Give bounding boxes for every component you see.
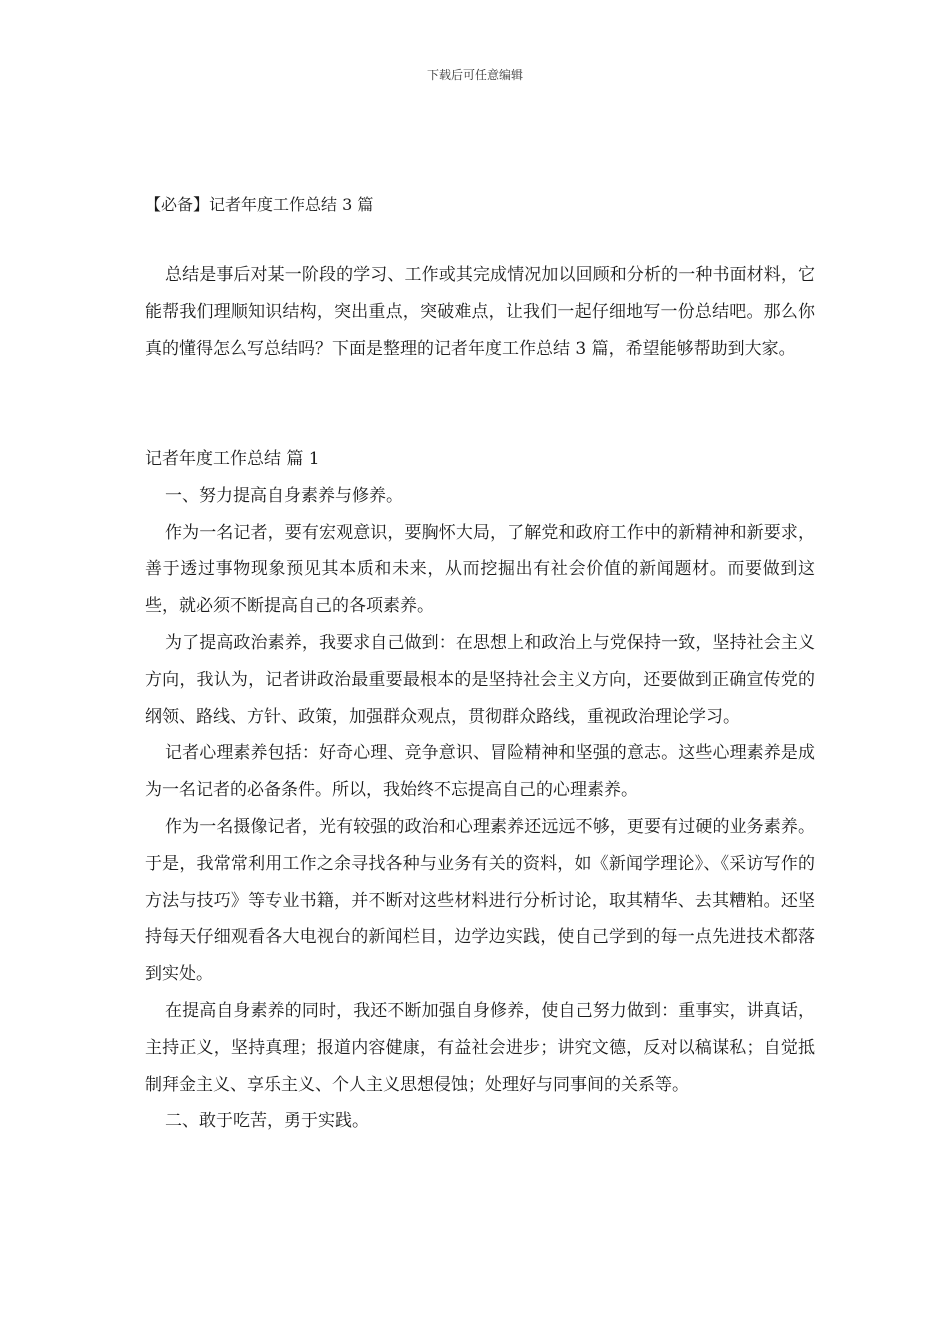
intro-block bbox=[145, 257, 815, 367]
subheading-2: 二、敢于吃苦，勇于实践。 bbox=[165, 1111, 369, 1132]
body-paragraph: 作为一名记者，要有宏观意识，要胸怀大局，了解党和政府工作中的新精神和新要求，善于透过事物现象预见其本质和未来，从而挖掘出有社会价值的新闻题材。而要做到这些，就必须不断提高自己的各项素养。 bbox=[145, 522, 815, 617]
body-paragraph: 在提高自身素养的同时，我还不断加强自身修养，使自己努力做到：重事实，讲真话，主持正义，坚持真理；报道内容健康，有益社会进步；讲究文德，反对以稿谋私；自觉抵制拜金主义、享乐主义、个人主义思想侵蚀；处理好与同事间的关系等。 bbox=[145, 1000, 815, 1095]
subheading-1: 一、努力提高自身素养与修养。 bbox=[165, 485, 403, 506]
intro-paragraph: 总结是事后对某一阶段的学习、工作或其完成情况加以回顾和分析的一种书面材料，它能帮我们理顺知识结构，突出重点，突破难点，让我们一起仔细地写一份总结吧。那么你真的懂得怎么写总结吗？下面是整理的记者年度工作总结 3 篇，希望能够帮助到大家。 bbox=[145, 265, 815, 359]
document-title: 【必备】记者年度工作总结 3 篇 bbox=[145, 195, 374, 214]
header-note: 下载后可任意编辑 bbox=[426, 68, 523, 82]
body-paragraph: 作为一名摄像记者，光有较强的政治和心理素养还远远不够，更要有过硬的业务素养。于是，我常常利用工作之余寻找各种与业务有关的资料，如《新闻学理论》、《采访写作的方法与技巧》等专业书籍，并不断对这些材料进行分析讨论，取其精华、去其糟粕。还坚持每天仔细观看各大电视台的新闻栏目，边学边实践，使自己学到的每一点先进技术都落到实处。 bbox=[145, 816, 815, 985]
section-heading: 记者年度工作总结 篇 1 bbox=[145, 449, 320, 469]
section-1 bbox=[145, 441, 815, 1140]
body-paragraph: 为了提高政治素养，我要求自己做到：在思想上和政治上与党保持一致，坚持社会主义方向，我认为，记者讲政治最重要最根本的是坚持社会主义方向，还要做到正确宣传党的纲领、路线、方针、政策，加强群众观点，贯彻群众路线，重视政治理论学习。 bbox=[145, 632, 815, 727]
body-paragraph: 记者心理素养包括：好奇心理、竞争意识、冒险精神和坚强的意志。这些心理素养是成为一名记者的必备条件。所以，我始终不忘提高自己的心理素养。 bbox=[145, 743, 815, 801]
